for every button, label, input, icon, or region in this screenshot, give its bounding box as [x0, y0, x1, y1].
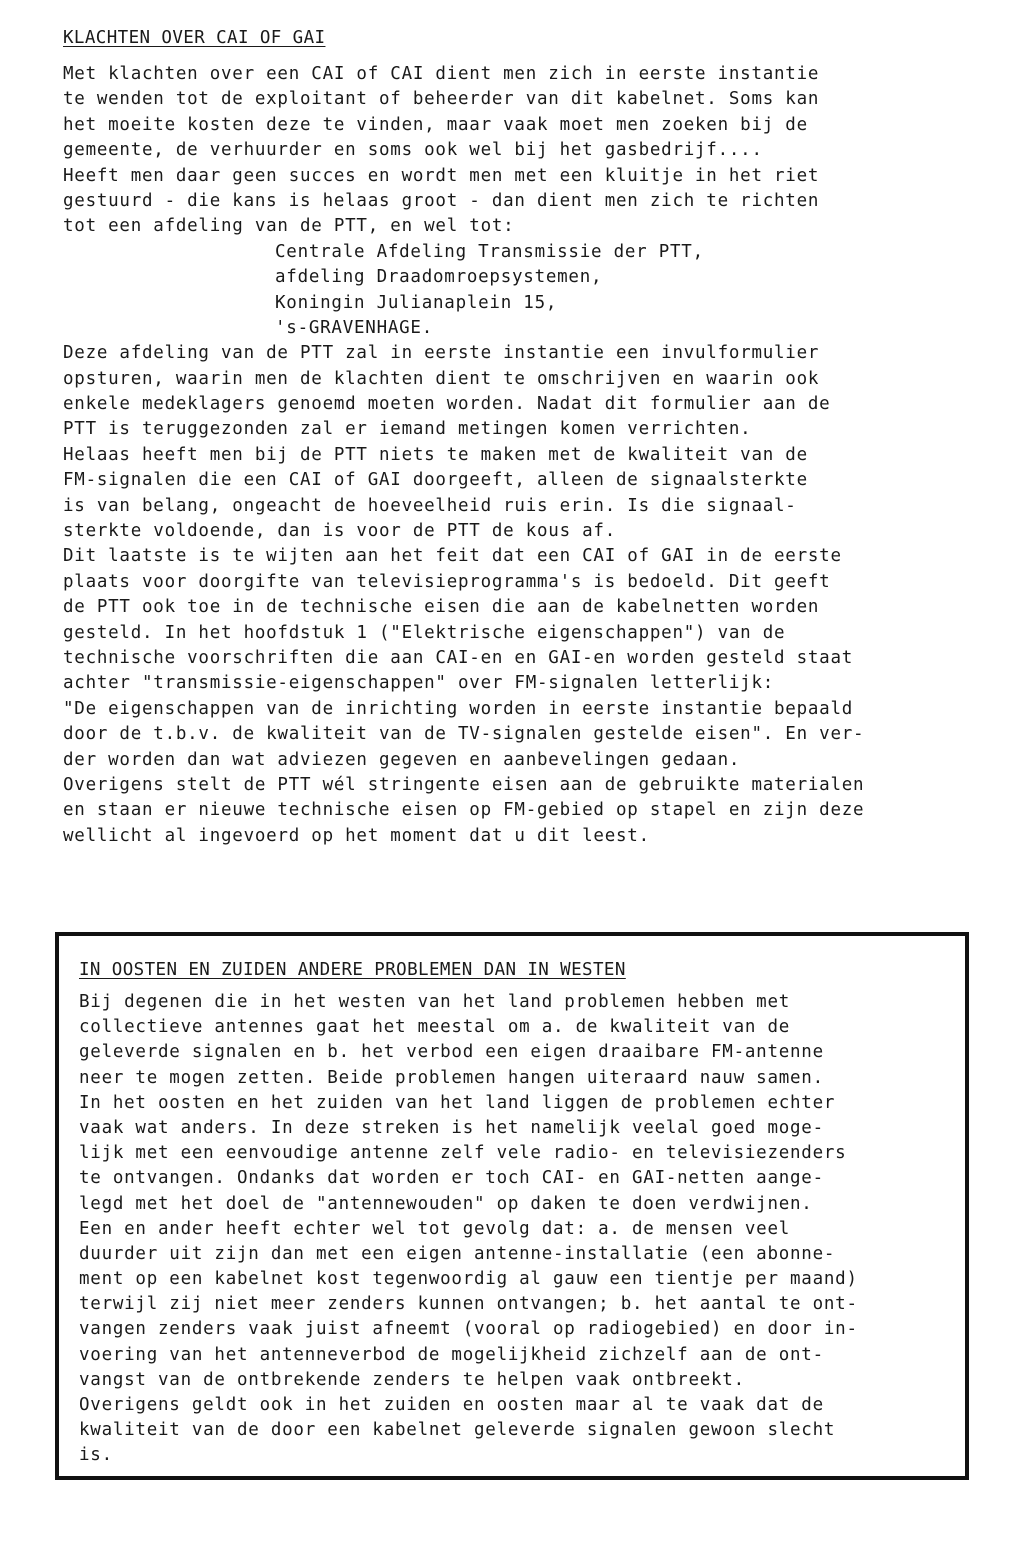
address-line: afdeling Draadomroepsystemen, [275, 267, 603, 288]
body-line: Overigens stelt de PTT wél stringente eisen aan de gebruikte materialen [63, 774, 865, 795]
body-line: is van belang, ongeacht de hoeveelheid ruis erin. Is die signaal- [63, 495, 797, 516]
article-heading: KLACHTEN OVER CAI OF GAI [63, 28, 326, 48]
body-line: terwijl zij niet meer zenders kunnen ontvangen; b. het aantal te ont- [79, 1294, 858, 1315]
body-line: achter "transmissie-eigenschappen" over FM-signalen letterlijk: [63, 673, 775, 694]
body-line: kwaliteit van de door een kabelnet geleverde signalen gewoon slecht [79, 1420, 836, 1441]
body-line: de PTT ook toe in de technische eisen die aan de kabelnetten worden [63, 597, 820, 618]
body-line: Deze afdeling van de PTT zal in eerste instantie een invulformulier [63, 343, 820, 364]
boxed-article-heading: IN OOSTEN EN ZUIDEN ANDERE PROBLEMEN DAN IN WESTEN [79, 960, 626, 980]
article-body [63, 62, 963, 849]
body-line: technische voorschriften die aan CAI-en en GAI-en worden gesteld staat [63, 647, 854, 668]
body-line: plaats voor doorgifte van televisieprogramma's is bedoeld. Dit geeft [63, 571, 831, 592]
address-line: Centrale Afdeling Transmissie der PTT, [275, 241, 704, 262]
body-line: Overigens geldt ook in het zuiden en oosten maar al te vaak dat de [79, 1395, 824, 1415]
body-line: gestuurd - die kans is helaas groot - dan dient men zich te richten [63, 190, 820, 211]
body-line: gemeente, de verhuurder en soms ook wel bij het gasbedrijf.... [63, 140, 763, 161]
body-line: vaak wat anders. In deze streken is het namelijk veelal goed moge- [79, 1117, 824, 1138]
address-line: 's-GRAVENHAGE. [275, 317, 434, 338]
body-line: is. [79, 1445, 113, 1466]
body-line: PTT is teruggezonden zal er iemand metingen komen verrichten. [63, 419, 752, 440]
body-line: vangen zenders vaak juist afneemt (vooral op radiogebied) en door in- [79, 1319, 858, 1340]
body-line: duurder uit zijn dan met een eigen antenne-installatie (een abonne- [79, 1243, 836, 1264]
body-line: en staan er nieuwe technische eisen op FM-gebied op stapel en zijn deze [63, 800, 865, 821]
body-line: Dit laatste is te wijten aan het feit dat een CAI of GAI in de eerste [63, 546, 842, 567]
body-line: te ontvangen. Ondanks dat worden er toch CAI- en GAI-netten aange- [79, 1168, 824, 1189]
body-line: Heeft men daar geen succes en wordt men met een kluitje in het riet [63, 165, 820, 186]
body-line: te wenden tot de exploitant of beheerder van dit kabelnet. Soms kan [63, 89, 820, 110]
body-line: door de t.b.v. de kwaliteit van de TV-signalen gestelde eisen". En ver- [63, 724, 865, 745]
article-complaints [63, 26, 963, 849]
body-line: het moeite kosten deze te vinden, maar vaak moet men zoeken bij de [63, 114, 808, 135]
body-line: Bij degenen die in het westen van het land problemen hebben met [79, 992, 791, 1012]
body-line: Een en ander heeft echter wel tot gevolg dat: a. de mensen veel [79, 1218, 791, 1239]
body-line: tot een afdeling van de PTT, en wel tot: [63, 216, 515, 237]
body-line: voering van het antenneverbod de mogelijkheid zichzelf aan de ont- [79, 1344, 824, 1365]
body-line: FM-signalen die een CAI of GAI doorgeeft, alleen de signaalsterkte [63, 470, 808, 491]
body-line: In het oosten en het zuiden van het land liggen de problemen echter [79, 1092, 836, 1113]
address-line: Koningin Julianaplein 15, [275, 292, 558, 313]
postal-address [63, 240, 963, 342]
body-line: wellicht al ingevoerd op het moment dat u dit leest. [63, 825, 650, 846]
body-line: Helaas heeft men bij de PTT niets te maken met de kwaliteit van de [63, 444, 808, 465]
body-line: opsturen, waarin men de klachten dient te omschrijven en waarin ook [63, 368, 820, 389]
body-line: lijk met een eenvoudige antenne zelf vele radio- en televisiezenders [79, 1143, 847, 1164]
body-line: Met klachten over een CAI of CAI dient men zich in eerste instantie [63, 64, 820, 84]
body-line: collectieve antennes gaat het meestal om a. de kwaliteit van de [79, 1017, 791, 1038]
body-line: ment op een kabelnet kost tegenwoordig al gauw een tientje per maand) [79, 1269, 858, 1290]
body-line: "De eigenschappen van de inrichting worden in eerste instantie bepaald [63, 698, 854, 719]
body-line: sterkte voldoende, dan is voor de PTT de kous af. [63, 521, 617, 542]
body-line: gesteld. In het hoofdstuk 1 ("Elektrische eigenschappen") van de [63, 622, 786, 643]
body-line: legd met het doel de "antennewouden" op daken te doen verdwijnen. [79, 1193, 813, 1214]
body-line: enkele medeklagers genoemd moeten worden. Nadat dit formulier aan de [63, 394, 831, 415]
boxed-article-content [79, 958, 949, 1469]
body-line: neer te mogen zetten. Beide problemen hangen uiteraard nauw samen. [79, 1067, 824, 1088]
body-line: der worden dan wat adviezen gegeven en aanbevelingen gedaan. [63, 749, 741, 770]
body-line: geleverde signalen en b. het verbod een eigen draaibare FM-antenne [79, 1042, 824, 1063]
body-line: vangst van de ontbrekende zenders te helpen vaak ontbreekt. [79, 1369, 745, 1390]
boxed-article [55, 932, 969, 1480]
